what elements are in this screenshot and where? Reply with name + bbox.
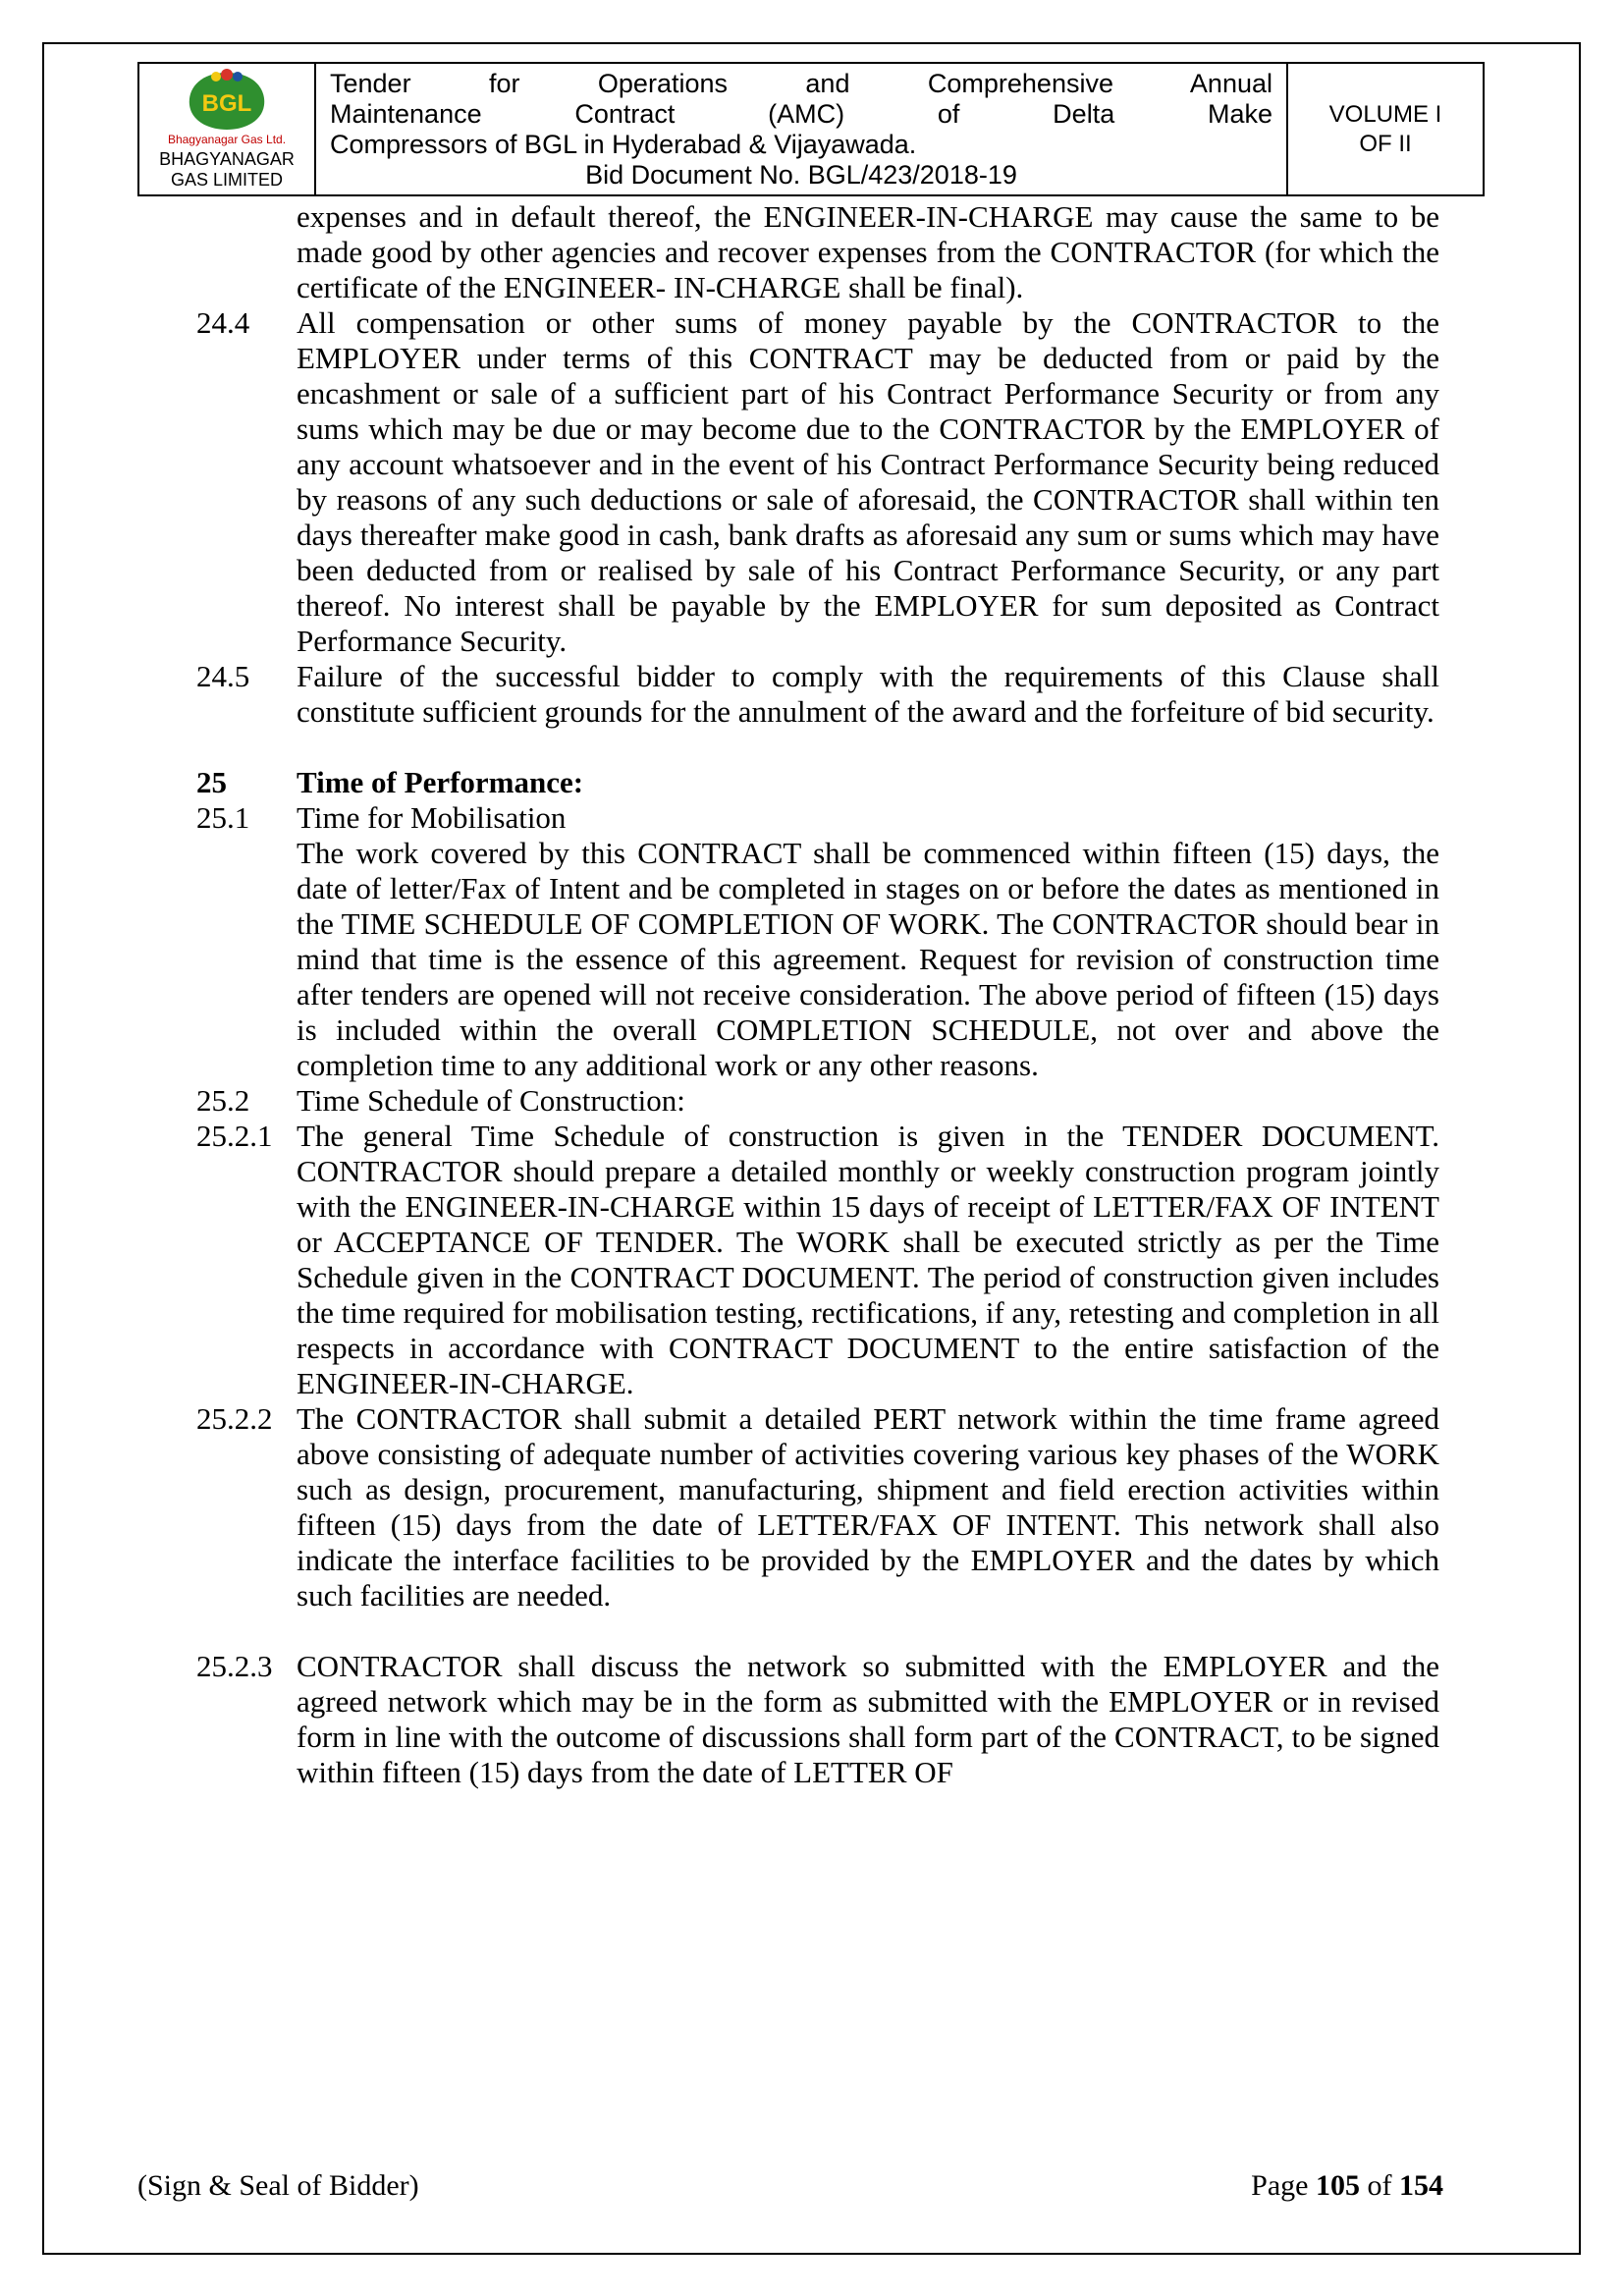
clause-text: The general Time Schedule of construction is given in the TENDER DOCUMENT. CONTRACTOR should prepare a detailed monthly or weekly construction program jointly with the ENGINEER-IN-CHARGE within 15 days of receipt of LETTER/FAX OF INTENT or ACCEPTANCE OF TENDER. The WORK shall be executed strictly as per the Time Schedule given in the CONTRACT DOCUMENT. The period of construction given includes the time required for mobilisation testing, rectifications, if any, retesting and completion in all respects in accordance with CONTRACT DOCUMENT to the entire satisfaction of the ENGINEER-IN-CHARGE. [297,1119,1439,1400]
company-name: BHAGYANAGAR GAS LIMITED [159,149,295,190]
clause-row [196,1119,1439,1401]
clause-text: The work covered by this CONTRACT shall be commenced within fifteen (15) days, the date of letter/Fax of Intent and be completed in stages on or before the dates as mentioned in the TIME SCHEDULE OF COMPLETION OF WORK. The CONTRACTOR should bear in mind that time is the essence of this agreement. Request for revision of construction time after tenders are opened will not receive consideration. The above period of fifteen (15) days is included within the overall COMPLETION SCHEDULE, not over and above the completion time to any additional work or any other reasons. [297,836,1439,1082]
volume-line-2: OF II [1359,130,1412,157]
clause-number: 24.4 [196,305,250,340]
document-header [137,62,1485,196]
title-cell [316,64,1288,194]
header-title-line: Tender for Operations and Comprehensive Annual [330,69,1272,98]
header-title-line: Compressors of BGL in Hyderabad & Vijayawada. [330,130,917,159]
of-word: of [1367,2169,1392,2202]
logo-acronym: BGL [201,90,252,117]
clause-text: CONTRACTOR shall discuss the network so submitted with the EMPLOYER and the agreed network which may be in the form as submitted with the EMPLOYER or in revised form in line with the outcome of discussions shall form part of the CONTRACT, to be signed within fifteen (15) days from the date of LETTER OF [297,1649,1439,1789]
volume-line-1: VOLUME I [1328,100,1442,128]
clause-number: 25.2.3 [196,1649,273,1683]
clause-row [196,1649,1439,1790]
clause-text: Time for Mobilisation [297,800,567,835]
clause-number [196,836,297,1083]
clause-number: 24.5 [196,659,250,693]
sign-seal-note: (Sign & Seal of Bidder) [137,2169,419,2202]
bgl-logo-icon [167,69,287,134]
clause-number: 25.2 [196,1083,250,1118]
clause-text: expenses and in default thereof, the ENGINEER-IN-CHARGE may cause the same to be made good by other agencies and recover expenses from the CONTRACTOR (for which the certificate of the ENGINEER- IN-CHARGE shall be final). [297,199,1439,304]
logo-flame-red [221,69,233,81]
clause-text: Time Schedule of Construction: [297,1083,685,1118]
clause-list [196,199,1439,1790]
header-title-line: Maintenance Contract (AMC) of Delta Make [330,99,1272,129]
header-title-lines [330,69,1272,160]
clause-text: Time of Performance: [297,765,584,799]
clause-number: 25.1 [196,800,250,835]
page-number: 105 [1316,2169,1360,2202]
clause-number [196,199,297,305]
page-indicator [1251,2168,1443,2204]
logo-caption: Bhagyanagar Gas Ltd. [167,133,287,146]
clause-number: 25.2.2 [196,1401,273,1436]
clause-row [196,836,1439,1083]
volume-cell [1288,64,1483,194]
clause-text: All compensation or other sums of money payable by the CONTRACTOR to the EMPLOYER under terms of this CONTRACT may be deducted from or paid by the encashment or sale of a sufficient part of his Contract Performance Security or from any sums which may be due or may become due to the CONTRACTOR by the EMPLOYER of any account whatsoever and in the event of his Contract Performance Security being reduced by reasons of any such deductions or sale of aforesaid, the CONTRACTOR shall within ten days thereafter make good in cash, bank drafts as aforesaid any sum or sums which may have been deducted from or realised by sale of his Contract Performance Security, or any part thereof. No interest shall be payable by the EMPLOYER for sum deposited as Contract Performance Security. [297,305,1439,658]
clause-row [196,305,1439,659]
clause-text: The CONTRACTOR shall submit a detailed PERT network within the time frame agreed above consisting of adequate number of activities covering various key phases of the WORK such as design, procurement, manufacturing, shipment and field erection activities within fifteen (15) days from the date of LETTER/FAX OF INTENT. This network shall also indicate the interface facilities to be provided by the EMPLOYER and the dates by which such facilities are needed. [297,1401,1439,1613]
clause-row [196,1401,1439,1613]
clause-number: 25.2.1 [196,1119,273,1153]
logo-flame-blue [233,72,243,82]
logo-flame-yellow [211,72,221,82]
clause-row [196,1083,1439,1119]
footer [137,2168,1443,2204]
bid-document-number: Bid Document No. BGL/423/2018-19 [585,160,1017,190]
page-word: Page [1251,2169,1309,2202]
clause-row [196,800,1439,836]
clause-row [196,199,1439,305]
clause-row [196,765,1439,800]
logo-cell [139,64,316,194]
total-pages: 154 [1399,2169,1443,2202]
clause-text: Failure of the successful bidder to comply with the requirements of this Clause shall constitute sufficient grounds for the annulment of the award and the forfeiture of bid security. [297,659,1439,729]
clause-number: 25 [196,765,227,799]
clause-row [196,659,1439,730]
